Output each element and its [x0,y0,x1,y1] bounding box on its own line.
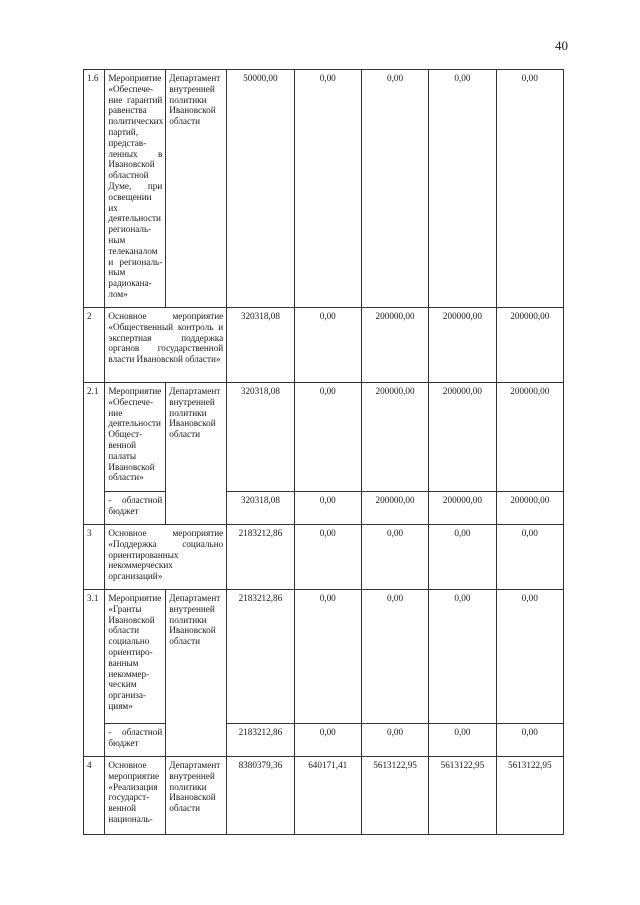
value-cell: 0,00 [496,525,563,590]
row-number: 3 [84,525,105,590]
value-cell: 5613122,95 [496,757,563,835]
value-cell: 0,00 [429,525,496,590]
value-cell: 8380379,36 [227,757,294,835]
value-cell: 0,00 [429,70,496,308]
measure-name: Основное мероприятие «Поддержка социально ориентированных некоммерческих организаций» [105,525,227,590]
value-cell: 0,00 [429,590,496,724]
responsible-department: Департамент внутренней политики Ивановской области [166,590,227,757]
value-cell: 0,00 [294,308,361,383]
value-cell: 2183212,86 [227,590,294,724]
measure-name: Мероприятие «Гранты Ивановской области социально ориентиро-ванным некоммер-ческим организа-циям» [105,590,166,724]
value-cell: 2183212,86 [227,525,294,590]
program-budget-table [83,69,564,835]
table-row [84,383,564,492]
responsible-department: Департамент внутренней политики Ивановской области [166,70,227,308]
value-cell: 0,00 [361,590,428,724]
value-cell: 5613122,95 [361,757,428,835]
value-cell: 0,00 [496,590,563,724]
budget-source: - областной бюджет [105,724,166,757]
table-row [84,757,564,835]
measure-name: Мероприятие «Обеспече-ние деятельности Общест-венной палаты Ивановской области» [105,383,166,492]
value-cell: 200000,00 [429,383,496,492]
measure-name: Мероприятие «Обеспече-ние гарантий равенства политических партий, представ-ленных в Ивановской областной Думе, при освещении их деятельности региональ-ным телеканалом и региональ-ным радиокана-лом» [105,70,166,308]
value-cell: 0,00 [294,492,361,525]
value-cell: 200000,00 [496,492,563,525]
value-cell: 0,00 [294,383,361,492]
value-cell: 0,00 [496,724,563,757]
page-number: 40 [555,38,568,53]
table-row [84,724,564,757]
value-cell: 50000,00 [227,70,294,308]
measure-name: Основное мероприятие «Реализация государст-венной националь- [105,757,166,835]
value-cell: 0,00 [361,70,428,308]
value-cell: 200000,00 [429,492,496,525]
table-row [84,308,564,383]
row-number: 2.1 [84,383,105,525]
table-row [84,590,564,724]
row-number: 3.1 [84,590,105,757]
budget-source: - областной бюджет [105,492,166,525]
value-cell: 0,00 [294,590,361,724]
value-cell: 200000,00 [429,308,496,383]
value-cell: 5613122,95 [429,757,496,835]
value-cell: 320318,08 [227,492,294,525]
responsible-department: Департамент внутренней политики Ивановской области [166,383,227,525]
value-cell: 0,00 [361,525,428,590]
row-number: 2 [84,308,105,383]
table-row [84,492,564,525]
value-cell: 200000,00 [361,492,428,525]
value-cell: 320318,08 [227,383,294,492]
value-cell: 200000,00 [361,383,428,492]
value-cell: 320318,08 [227,308,294,383]
measure-name: Основное мероприятие «Общественный контроль и экспертная поддержка органов государственной власти Ивановской области» [105,308,227,383]
value-cell: 200000,00 [496,308,563,383]
value-cell: 0,00 [294,70,361,308]
value-cell: 0,00 [496,70,563,308]
responsible-department: Департамент внутренней политики Ивановской области [166,757,227,835]
row-number: 1.6 [84,70,105,308]
table-row [84,70,564,308]
value-cell: 200000,00 [361,308,428,383]
value-cell: 200000,00 [496,383,563,492]
row-number: 4 [84,757,105,835]
value-cell: 640171,41 [294,757,361,835]
value-cell: 0,00 [429,724,496,757]
value-cell: 2183212,86 [227,724,294,757]
value-cell: 0,00 [294,525,361,590]
value-cell: 0,00 [294,724,361,757]
table-row [84,525,564,590]
value-cell: 0,00 [361,724,428,757]
